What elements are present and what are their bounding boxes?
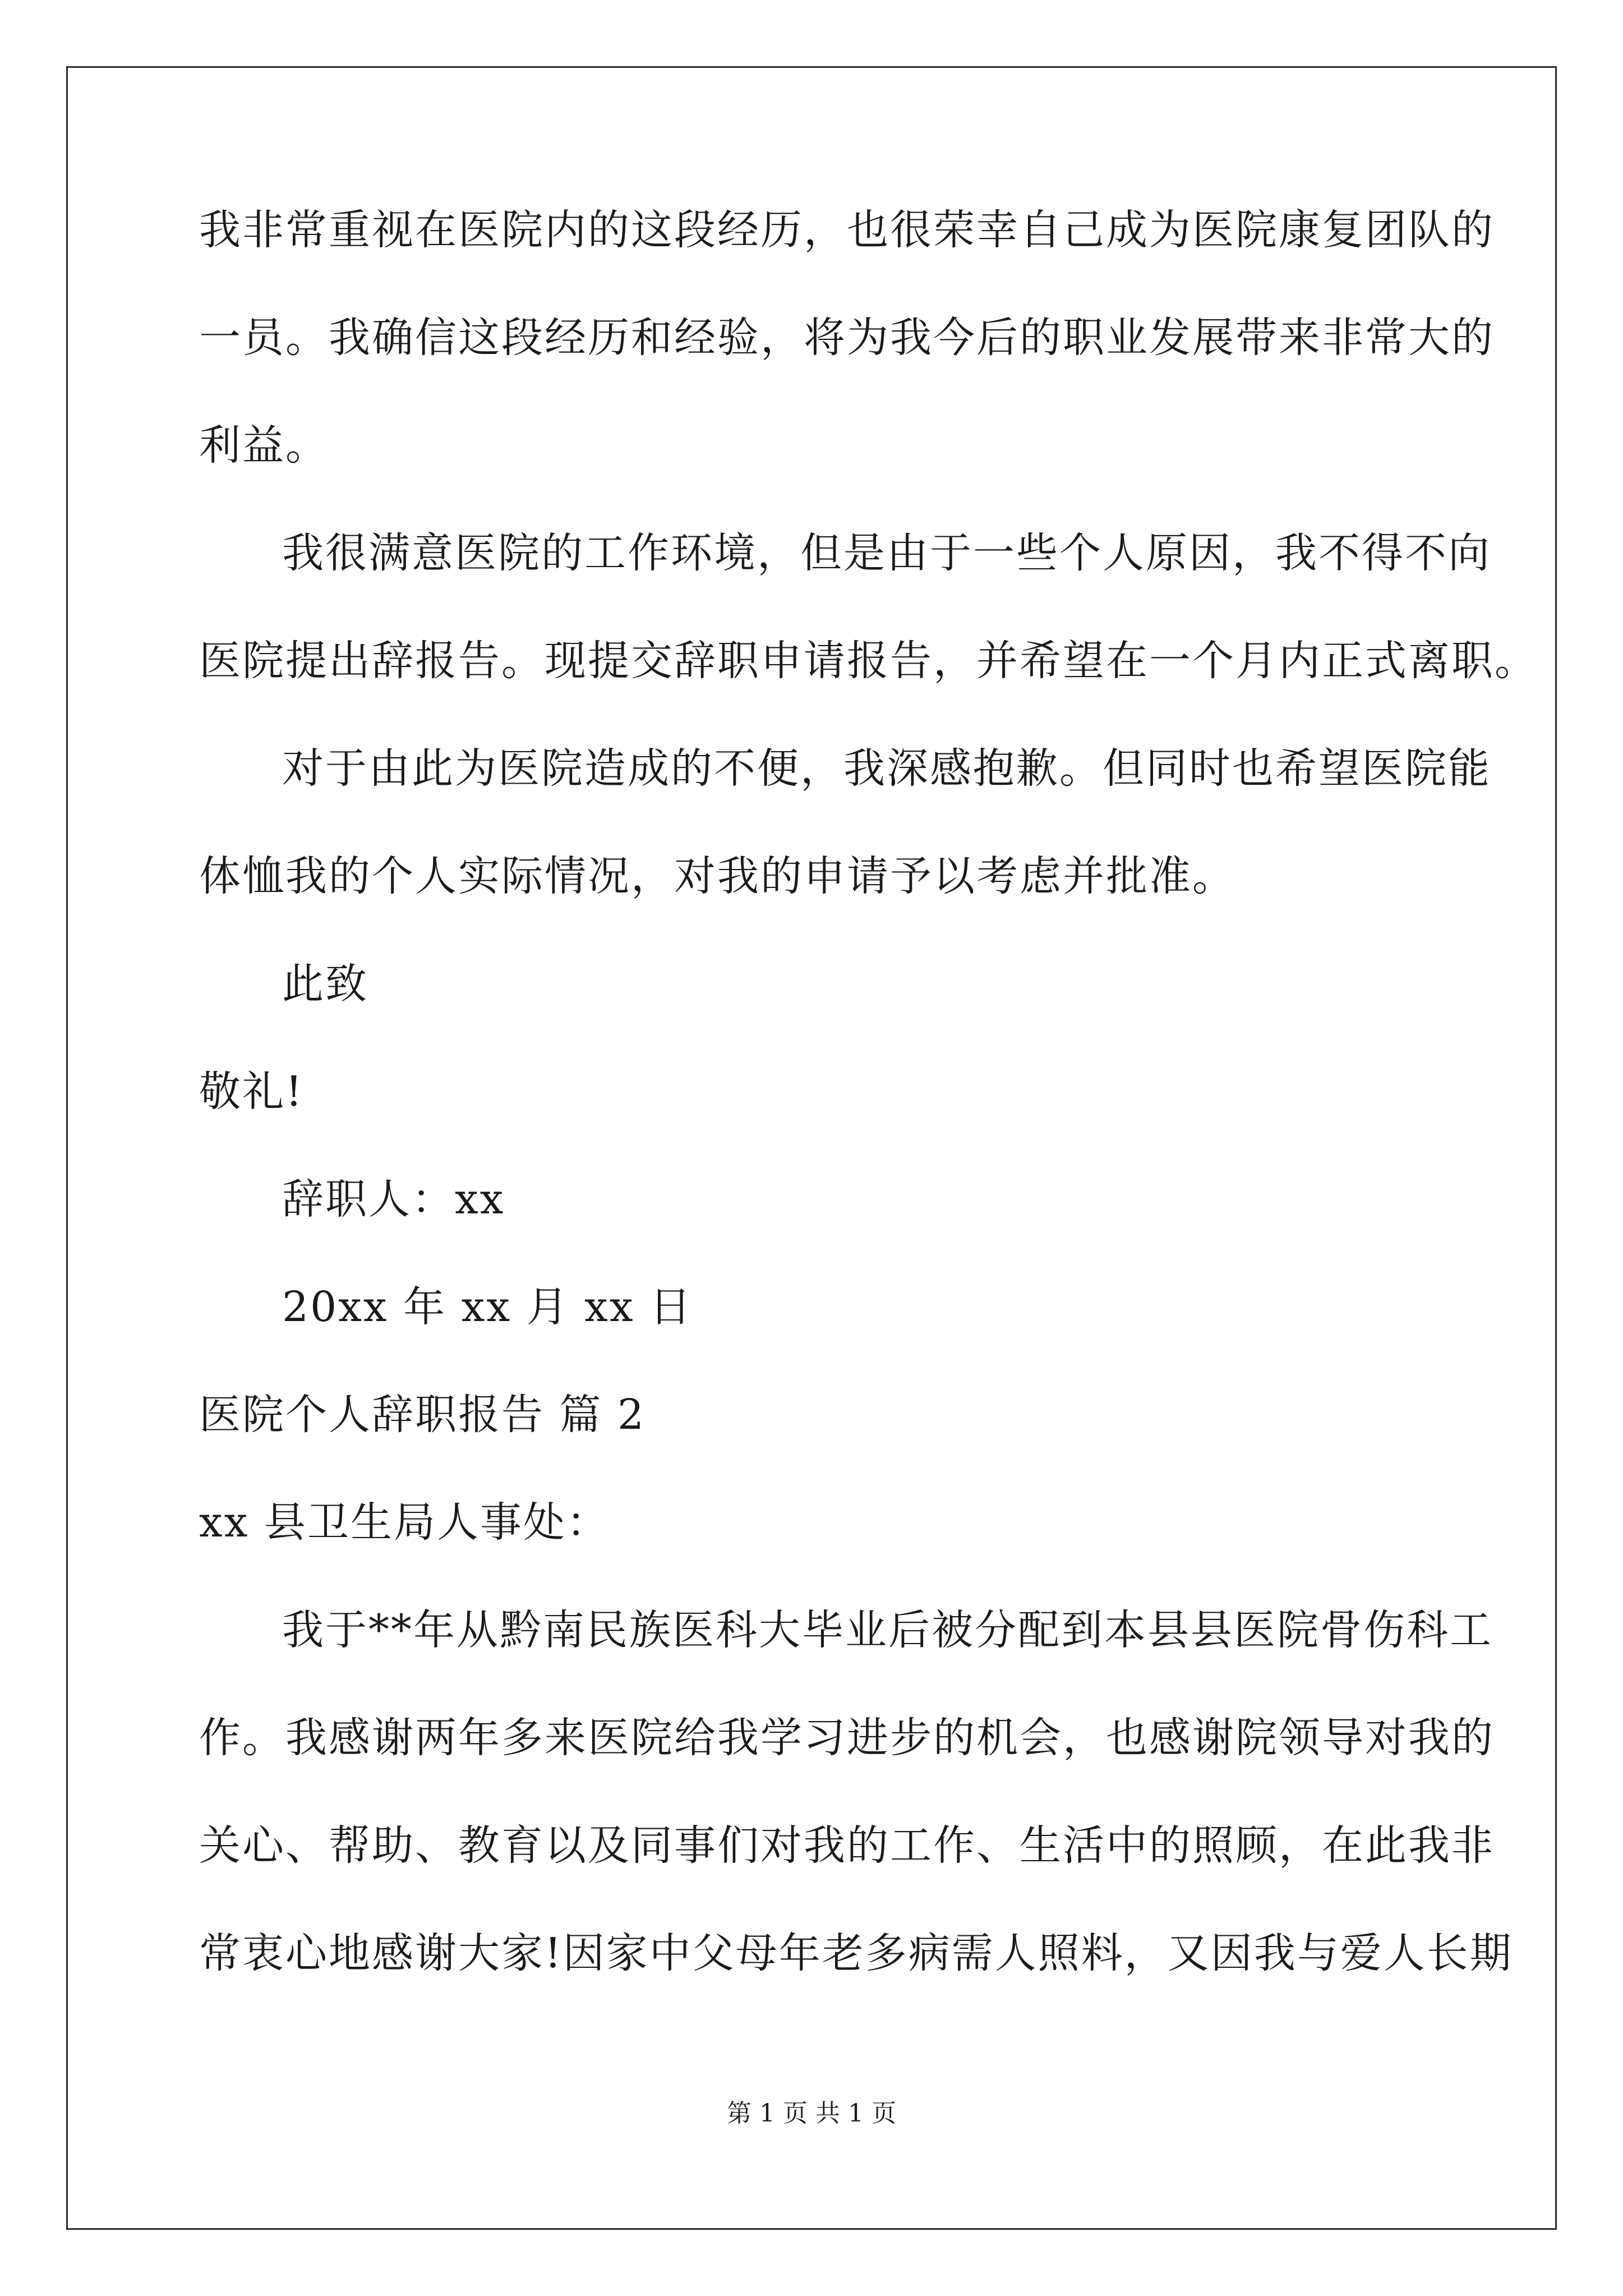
paragraph-line: 利益。 xyxy=(199,421,329,470)
recipient: xx 县卫生局人事处： xyxy=(199,1498,610,1547)
paragraph-line: 我于**年从黔南民族医科大毕业后被分配到本县县医院骨伤科工 xyxy=(282,1606,1493,1654)
paragraph-line: 我很满意医院的工作环境，但是由于一些个人原因，我不得不向 xyxy=(282,529,1491,577)
paragraph-line: 体恤我的个人实际情况，对我的申请予以考虑并批准。 xyxy=(199,852,1235,900)
signature-date: 20xx 年 xx 月 xx 日 xyxy=(282,1283,693,1331)
page-number-footer: 第 1 页 共 1 页 xyxy=(727,2099,896,2128)
paragraph-line: 作。我感谢两年多来医院给我学习进步的机会，也感谢院领导对我的 xyxy=(199,1714,1495,1762)
page-border xyxy=(66,66,1557,2230)
paragraph-line: 医院提出辞报告。现提交辞职申请报告，并希望在一个月内正式离职。 xyxy=(199,637,1538,685)
paragraph-line: 对于由此为医院造成的不便，我深感抱歉。但同时也希望医院能 xyxy=(282,744,1491,793)
section-title: 医院个人辞职报告 篇 2 xyxy=(199,1391,646,1439)
paragraph-line: 一员。我确信这段经历和经验，将为我今后的职业发展带来非常大的 xyxy=(199,314,1495,362)
salutation: 此致 xyxy=(282,960,368,1008)
paragraph-line: 常衷心地感谢大家!因家中父母年老多病需人照料，又因我与爱人长期 xyxy=(199,1929,1513,1977)
paragraph-line: 关心、帮助、教育以及同事们对我的工作、生活中的照顾，在此我非 xyxy=(199,1821,1495,1870)
paragraph-line: 我非常重视在医院内的这段经历，也很荣幸自己成为医院康复团队的 xyxy=(199,206,1495,254)
closing: 敬礼! xyxy=(199,1068,304,1116)
signature-name: 辞职人：xx xyxy=(282,1175,505,1223)
